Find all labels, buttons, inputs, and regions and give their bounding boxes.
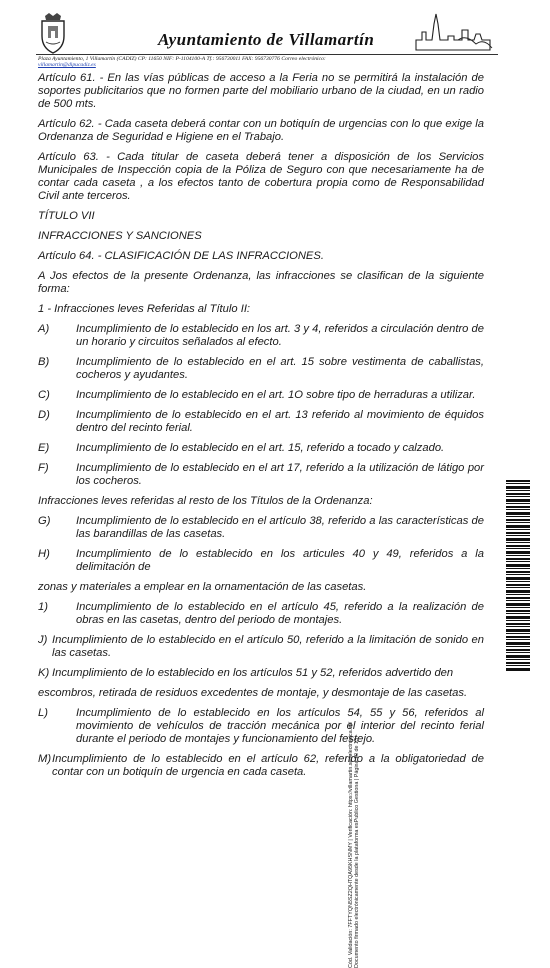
item-letter: K) [38,667,50,679]
item-text: Incumplimiento de lo establecido en el artículo 38, referido a las características de las barandillas de las casetas. [76,515,484,540]
article-62: Artículo 62. - Cada caseta deberá contar con un botiquín de urgencias con lo que exige la Ordenanza de Seguridad e Higiene en el Trabajo. [38,118,484,143]
header-divider [36,54,498,55]
infraction-item-j [38,634,484,660]
signature-platform-line: Documento firmado electrónicamente desde la plataforma esPublico Gestiona | Página 10 de 13 [354,737,361,968]
item-letter: J) [38,634,48,646]
article-61: Artículo 61. - En las vías públicas de acceso a la Feria no se permitirá la instalación de soportes publicitarios que no formen parte del mobiliario urbano de la ciudad, en un radio de 500 mts. [38,72,484,110]
article-63: Artículo 63. - Cada titular de caseta deberá tener a disposición de los Servicios Municipales de Inspección copia de la Póliza de Seguro con que necesariamente ha de contar cada caseta , a los efectos tanto de cobertura propia como de Responsabilidad Civil ante terceros. [38,151,484,202]
item-text: Incumplimiento de lo establecido en el artículo 62, referido a la obligatoriedad de contar con un botiquín de urgencia en cada caseta. [52,753,484,778]
town-skyline-logo-icon [414,10,494,52]
infraction-item-c [38,389,484,402]
infraction-item-d [38,409,484,435]
infraction-item-e [38,442,484,455]
group-1-heading: 1 - Infracciones leves Referidas al Título II: [38,303,251,315]
classification-intro: A Jos efectos de la presente Ordenanza, las infracciones se clasifican de la siguiente forma: [38,270,484,295]
validation-sidenote [348,658,370,968]
coat-of-arms-icon [36,12,70,54]
article-64-heading: Artículo 64. - CLASIFICACIÓN DE LAS INFRACCIONES. [38,250,324,262]
contact-email-link[interactable]: villamartin@dipucadiz.es [38,62,96,69]
validation-code-line: Cód. Validación: 7FFTYQN5SZ2QHTQA95KHSNMY | Verificación: https://villamartin.sedelectronica.es/ [348,721,354,968]
item-letter: F) [38,462,49,474]
infraction-item-f [38,462,484,488]
infraction-item-k [38,667,484,680]
infraction-item-i [38,601,484,627]
item-text: Incumplimiento de lo establecido en el art. 13 referido al movimiento de équidos dentro del recinto ferial. [76,409,484,434]
infraction-item-m [38,753,484,779]
item-letter: H) [38,548,50,560]
section-subtitle: INFRACCIONES Y SANCIONES [38,230,202,242]
item-text: Incumplimiento de lo establecido en el art. 15, referido a tocado y calzado. [76,442,445,454]
item-text: Incumplimiento de lo establecido en el art. 1O sobre tipo de herraduras a utilizar. [76,389,476,401]
item-letter: M) [38,753,52,765]
item-letter: 1) [38,601,48,613]
document-body [38,72,484,786]
item-text: Incumplimiento de lo establecido en el art. 15 sobre vestimenta de caballistas, cocheros y ayudantes. [76,356,484,381]
section-title: TÍTULO VII [38,210,95,222]
letterhead [0,0,550,82]
infraction-item-a [38,323,484,349]
item-text: Incumplimiento de lo establecido en los artículos 51 y 52, referidos advertido den [52,667,454,679]
item-letter: A) [38,323,50,335]
item-text: Incumplimiento de lo establecido en el artículo 45, referido a la realización de obras en las casetas, dentro del periodo de montajes. [76,601,484,626]
item-k-continuation: escombros, retirada de residuos excedentes de montaje, y desmontaje de las casetas. [38,687,468,699]
validation-barcode [506,480,530,672]
item-text: Incumplimiento de lo establecido en los artículos 54, 55 y 56, referidos al movimiento de vehículos de tracción mecánica por el interior del recinto ferial durante el periodo de montajes y funcionamiento del festejo. [76,707,484,745]
item-letter: G) [38,515,51,527]
group-2-heading: Infracciones leves referidas al resto de los Títulos de la Ordenanza: [38,495,373,507]
item-letter: B) [38,356,50,368]
item-text: Incumplimiento de lo establecido en el artículo 50, referido a la limitación de sonido en las casetas. [52,634,484,659]
item-text: Incumplimiento de lo establecido en los articules 40 y 49, referidos a la delimitación de [76,548,484,573]
contact-address: Plaza Ayuntamiento, 1 Villamartín (CADIZ) CP: 11650 NIF: P-1104100-A Tf.: 956730011 FAX: 956730776 Correo electrónico: [38,56,326,62]
item-letter: C) [38,389,50,401]
contact-info [38,56,508,68]
infraction-item-g [38,515,484,541]
item-letter: L) [38,707,48,719]
infraction-item-l [38,707,484,746]
item-h-continuation: zonas y materiales a emplear en la ornamentación de las casetas. [38,581,367,593]
item-letter: D) [38,409,50,421]
item-text: Incumplimiento de lo establecido en los art. 3 y 4, referidos a circulación dentro de un horario y circuitos señalados al efecto. [76,323,484,348]
item-letter: E) [38,442,50,454]
infraction-item-b [38,356,484,382]
page-title: Ayuntamiento de Villamartín [158,30,375,49]
infraction-item-h [38,548,484,574]
item-text: Incumplimiento de lo establecido en el art 17, referido a la utilización de látigo por los cocheros. [76,462,484,487]
